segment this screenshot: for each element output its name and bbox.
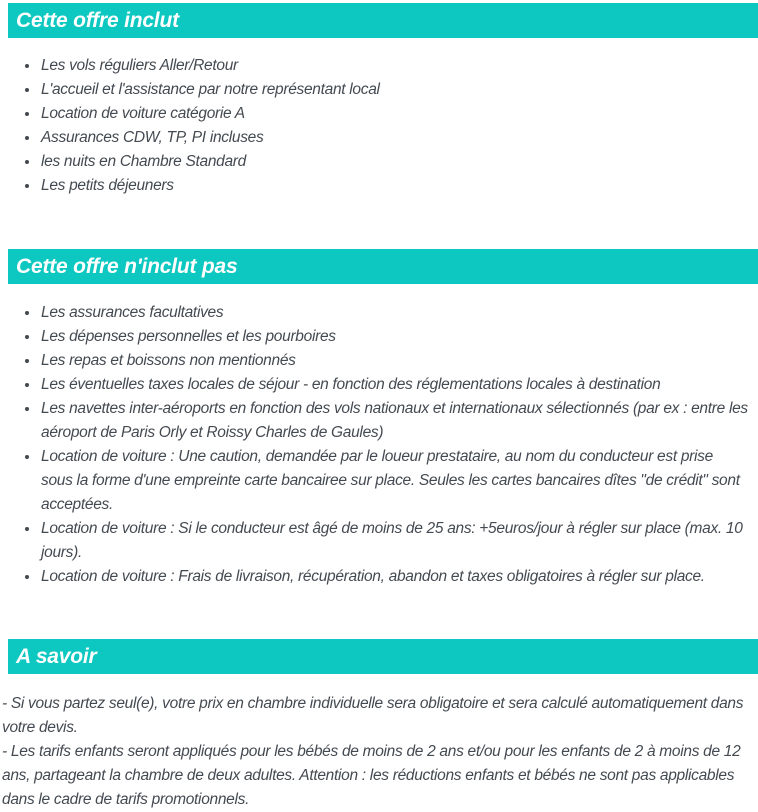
list-item: • Assurances CDW, TP, PI incluses bbox=[40, 126, 748, 150]
list-item: • Location de voiture catégorie A bbox=[40, 102, 748, 126]
section-notes-title: A savoir bbox=[16, 644, 97, 668]
paragraph: - Si vous partez seul(e), votre prix en chambre individuelle sera obligatoire et sera calculé automatiquement dans votre devis. bbox=[2, 695, 744, 736]
list-item: • Les navettes inter-aéroports en fonction des vols nationaux et internationaux sélectionnés (par ex : entre les aéroport de Paris Orly et Roissy Charles de Gaules) bbox=[40, 397, 748, 445]
list-item: • Les éventuelles taxes locales de séjour - en fonction des réglementations locales à destination bbox=[40, 373, 748, 397]
notes-paragraphs bbox=[0, 692, 758, 812]
section-includes bbox=[0, 3, 758, 198]
section-notes bbox=[0, 639, 758, 812]
list-item: • Location de voiture : Si le conducteur est âgé de moins de 25 ans: +5euros/jour à régler sur place (max. 10 jours). bbox=[40, 517, 748, 565]
list-item: • les nuits en Chambre Standard bbox=[40, 150, 748, 174]
list-item: • L'accueil et l'assistance par notre représentant local bbox=[40, 78, 748, 102]
section-excludes bbox=[0, 249, 758, 589]
section-excludes-header bbox=[8, 249, 758, 284]
includes-list bbox=[0, 54, 758, 198]
list-item: • Les vols réguliers Aller/Retour bbox=[40, 54, 748, 78]
list-item: • Location de voiture : Une caution, demandée par le loueur prestataire, au nom du conducteur est prise sous la forme d'une empreinte carte bancairee sur place. Seules les cartes bancaires dîtes "de crédit" sont acceptées. bbox=[40, 445, 748, 517]
section-includes-header bbox=[8, 3, 758, 38]
list-item: • Location de voiture : Frais de livraison, récupération, abandon et taxes obligatoires à régler sur place. bbox=[40, 565, 748, 589]
list-item: • Les petits déjeuners bbox=[40, 174, 748, 198]
list-item: • Les repas et boissons non mentionnés bbox=[40, 349, 748, 373]
list-item: • Les dépenses personnelles et les pourboires bbox=[40, 325, 748, 349]
section-excludes-title: Cette offre n'inclut pas bbox=[16, 254, 238, 278]
paragraph: - Les tarifs enfants seront appliqués pour les bébés de moins de 2 ans et/ou pour les enfants de 2 à moins de 12 ans, partageant la chambre de deux adultes. Attention : les réductions enfants et bébés ne sont pas applicables dans le cadre de tarifs promotionnels. bbox=[2, 743, 741, 808]
section-includes-title: Cette offre inclut bbox=[16, 8, 179, 32]
section-notes-header bbox=[8, 639, 758, 674]
excludes-list bbox=[0, 301, 758, 589]
list-item: • Les assurances facultatives bbox=[40, 301, 748, 325]
